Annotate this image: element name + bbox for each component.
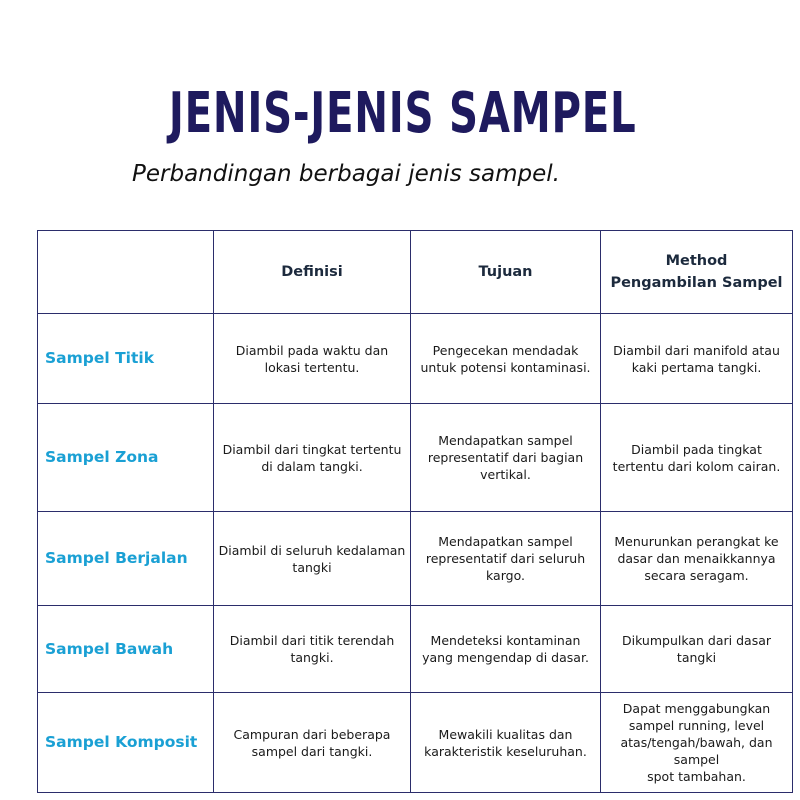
header-empty-cell	[38, 231, 214, 314]
row-label: Sampel Titik	[38, 314, 214, 404]
cell-definisi: Diambil dari titik terendah tangki.	[214, 606, 411, 693]
cell-method: Dikumpulkan dari dasar tangki	[601, 606, 793, 693]
cell-definisi: Diambil dari tingkat tertentu di dalam tangki.	[214, 404, 411, 512]
cell-definisi: Diambil pada waktu dan lokasi tertentu.	[214, 314, 411, 404]
page-title-wrap	[0, 78, 800, 150]
page-title: JENIS-JENIS SAMPEL	[169, 81, 637, 146]
table-row	[38, 314, 793, 404]
cell-method: Menurunkan perangkat ke dasar dan menaikkannya secara seragam.	[601, 512, 793, 606]
page-subtitle: Perbandingan berbagai jenis sampel.	[132, 161, 560, 187]
table-header-row	[38, 231, 793, 314]
table-row	[38, 512, 793, 606]
cell-definisi: Diambil di seluruh kedalaman tangki	[214, 512, 411, 606]
cell-method: Diambil pada tingkat tertentu dari kolom cairan.	[601, 404, 793, 512]
cell-tujuan: Mendapatkan sampel representatif dari bagian vertikal.	[411, 404, 601, 512]
cell-tujuan: Mewakili kualitas dan karakteristik keseluruhan.	[411, 693, 601, 793]
cell-definisi: Campuran dari beberapa sampel dari tangki.	[214, 693, 411, 793]
cell-tujuan: Pengecekan mendadak untuk potensi kontaminasi.	[411, 314, 601, 404]
table-row	[38, 606, 793, 693]
table-row	[38, 404, 793, 512]
row-label: Sampel Zona	[38, 404, 214, 512]
cell-method: Dapat menggabungkan sampel running, level atas/tengah/bawah, dan sampel spot tambahan.	[601, 693, 793, 793]
header-definisi: Definisi	[214, 231, 411, 314]
cell-method: Diambil dari manifold atau kaki pertama tangki.	[601, 314, 793, 404]
table-row	[38, 693, 793, 793]
cell-tujuan: Mendeteksi kontaminan yang mengendap di dasar.	[411, 606, 601, 693]
cell-tujuan: Mendapatkan sampel representatif dari seluruh kargo.	[411, 512, 601, 606]
header-tujuan: Tujuan	[411, 231, 601, 314]
row-label: Sampel Bawah	[38, 606, 214, 693]
row-label: Sampel Berjalan	[38, 512, 214, 606]
sample-types-table	[37, 230, 793, 793]
row-label: Sampel Komposit	[38, 693, 214, 793]
header-method: Method Pengambilan Sampel	[601, 231, 793, 314]
